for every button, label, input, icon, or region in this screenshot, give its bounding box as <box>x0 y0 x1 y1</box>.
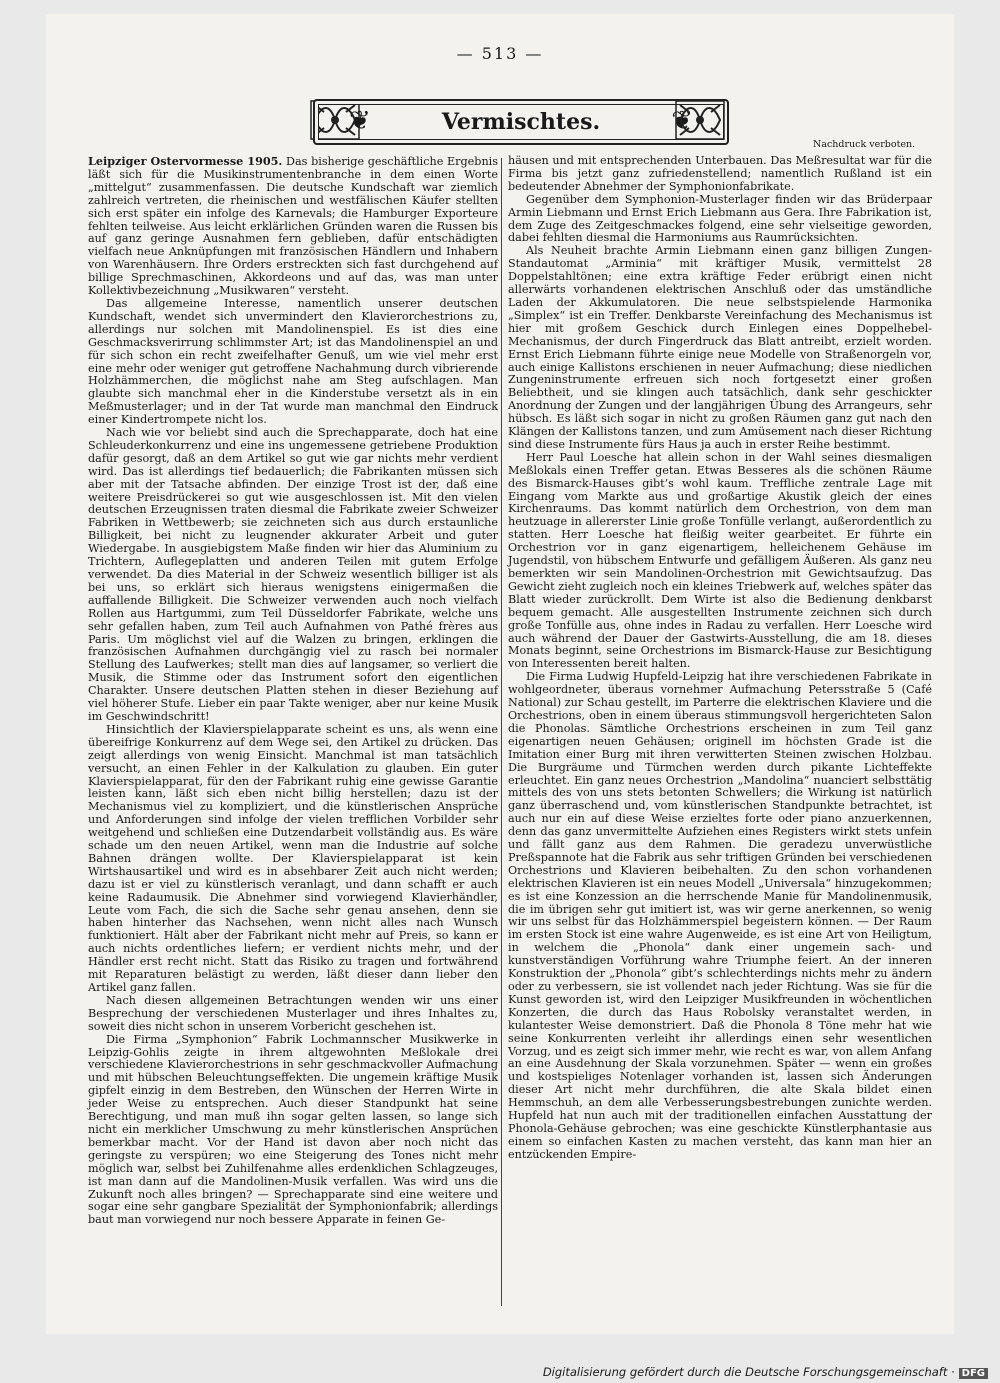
dfg-logo: DFG <box>959 1368 988 1379</box>
paragraph: Herr Paul Loesche hat allein schon in der Wahl seines diesmaligen Meßlokals einen Treffer getan. Etwas Besseres als die schönen Räume des Bismarck-Hauses gibt’s wohl kaum. Treffliche zentrale Lage mit Eingang vom Markte aus und großartige Akustik gleich der eines Kirchenraums. Das kommt natürlich dem Orchestrion, von dem man heutzuage in allererster Linie große Tonfülle verlangt, außerordentlich zu statten. Herr Loesche hat fleißig weiter gearbeitet. Er führte ein Orchestrion vor in ganz eigenartigem, helleichenem Gehäuse im Jugendstil, von hübschem Entwurfe und gefälligem Äußeren. Als ganz neu bemerkten wir sein Mandolinen-Orchestrion mit Gewichtsaufzug. Das Gewicht zieht zugleich noch ein kleines Triebwerk auf, welches später das Blatt wieder zurückrollt. Dem Wirte ist also die Bedienung denkbarst bequem gemacht. Alle ausgestellten Instrumente zeichnen sich durch große Tonfülle aus, ohne indes in Radau zu verfallen. Herr Loesche wird auch während der Dauer der Gastwirts-Ausstellung, die am 18. dieses Monats beginnt, seine Orchestrions im Bismarck-Hause zur Besichtigung von Interessenten bereit halten. <box>508 450 932 671</box>
page-number: — 513 — <box>456 44 544 63</box>
right-column <box>508 155 932 1162</box>
paragraph: Die Firma „Symphonion“ Fabrik Lochmannscher Musikwerke in Leipzig-Gohlis zeigte in ihrem altgewohnten Meßlokale drei verschiedene Klavierorchestrions in sehr geschmackvoller Aufmachung und mit hübschen Beleuchtungseffekten. Die ungemein kräftige Musik gipfelt einzig in dem Bestreben, den Wünschen der Herren Wirte in jeder Weise zu entsprechen. Auch dieser Standpunkt hat seine Berechtigung, und man muß ihn sogar gelten lassen, so lange sich nicht ein merklicher Umschwung zu mehr künstlerischen Ansprüchen bemerkbar macht. Vor der Hand ist davon aber noch nicht das geringste zu verspüren; wo eine Steigerung des Tones nicht mehr möglich war, selbst bei Zuhilfenahme alles erdenklichen Schlagzeuges, ist man dann auf die Mandolinen-Musik verfallen. Was wird uns die Zukunft noch alles bringen? — Sprechapparate sind eine weitere und sogar eine sehr gangbare Spezialität der Symphonionfabrik; allerdings baut man vorwiegend nur noch bessere Apparate in feinen Ge- <box>88 1032 498 1227</box>
paragraph: Nach wie vor beliebt sind auch die Sprechapparate, doch hat eine Schleuderkonkurrenz und eine ins ungemessene getriebene Produktion dafür gesorgt, daß an dem Artikel so gut wie gar nichts mehr verdient wird. Das ist allerdings tief bedauerlich; die Fabrikanten müssen sich aber mit der Tatsache abfinden. Der einzige Trost ist der, daß eine weitere Preisdrückerei so gut wie ausgeschlossen ist. Mit den vielen deutschen Erzeugnissen traten diesmal die Fabrikate zweier Schweizer Fabriken in Wettbewerb; sie zeichneten sich aus durch erstaunliche Billigkeit, bei nicht zu leugnender akkurater Arbeit und guter Wiedergabe. In ausgiebigstem Maße finden wir hier das Aluminium zu Trichtern, Auflegeplatten und anderen Teilen mit gutem Erfolge verwendet. Da dies Material in der Schweiz wesentlich billiger ist als bei uns, so erklärt sich hieraus wenigstens einigermaßen die auffallende Billigkeit. Die Schweizer verwenden auch noch vielfach Rollen aus Hartgummi, zum Teil Düsseldorfer Fabrikate, welche uns sehr gefallen haben, zum Teil auch Aufnahmen von Pathé frères aus Paris. Um möglichst viel auf die Walzen zu bringen, erklingen die französischen Aufnahmen durchgängig viel zu rasch bei normaler Stellung des Laufwerkes; stellt man dies auf langsamer, so verliert die Musik, die Stimme oder das Instrument sofort den eigentlichen Charakter. Unsere deutschen Platten stehen in dieser Beziehung auf viel höherer Stufe. Lieber ein paar Takte weniger, aber nur keine Musik im Geschwindschritt! <box>88 426 498 723</box>
paragraph: Gegenüber dem Symphonion-Musterlager finden wir das Brüderpaar Armin Liebmann und Ernst Erich Liebmann aus Gera. Ihre Fabrikation ist, dem Zuge des Zeitgeschmackes folgend, eine sehr vielseitige geworden, dabei fehlten diesmal die Harmoniums aus Raumrücksichten. <box>508 192 932 245</box>
section-title: Vermischtes. <box>441 109 601 135</box>
paragraph: Das allgemeine Interesse, namentlich unserer deutschen Kundschaft, wendet sich unvermindert den Klavierorchestrions zu, allerdings nur solchen mit Mandolinenspiel. Es ist dies eine Geschmacksverirrung schlimmster Art; ist das Mandolinenspiel an und für sich schon ein recht zweifelhafter Genuß, um wie viel mehr erst eine mehr oder weniger gut getroffene Nachahmung durch vibrierende Holzhämmerchen, die möglichst nahe am Steg aufschlagen. Man glaubte sich manchmal eher in die Kinderstube versetzt als in ein Meßmusterlager; und in der Tat wurde man manchmal den Eindruck einer Kindertrompete nicht los. <box>88 296 498 427</box>
scroll-left-icon: ❦ <box>349 106 371 136</box>
paragraph: Leipziger Ostervormesse 1905. Das bisherige geschäftliche Ergebnis läßt sich für die Musikinstrumentenbranche in dem einen Worte „mittelgut“ zusammenfassen. Die deutsche Kundschaft war ziemlich zahlreich vertreten, die rheinischen und westfälischen Käufer stellten sich erst später ein infolge des Karnevals; die Hamburger Exporteure fehlten teilweise. Aus leicht erklärlichen Gründen waren die Russen bis auf ganz geringe Ausnahmen fern geblieben, dafür entschädigten vielfach neue Anknüpfungen mit französischen Händlern und Inhabern von Warenhäusern. Ihre Orders erstreckten sich fast durchgehend auf billige Sprechmaschinen, Akkordeons und auf das, was man unter Kollektivbezeichnung „Musikwaren“ versteht. <box>88 154 498 298</box>
paragraph: Als Neuheit brachte Armin Liebmann einen ganz billigen Zungen-Standautomat „Arminia“ mit kräftiger Musik, vermittelst 28 Doppelstahltönen; eine extra kräftige Feder erübrigt einen nicht allerwärts vorhandenen elektrischen Anschluß oder das umständliche Laden der Akkumulatoren. Die neue selbstspielende Harmonika „Simplex“ ist ein Treffer. Denkbarste Vereinfachung des Mechanismus ist hier mit großem Geschick durch Einlegen eines Doppelhebel-Mechanismus, der durch Fingerdruck das Blatt antreibt, erzielt worden. Ernst Erich Liebmann führte einige neue Modelle von Straßenorgeln vor, auch einige Kallistons erschienen in neuer Aufmachung; diese niedlichen Zungeninstrumente erfreuen sich noch fortgesetzt einer großen Beliebtheit, und sie klingen auch tatsächlich, dank sehr geschickter Anordnung der Zungen und der langjährigen Übung des Arrangeurs, sehr hübsch. Es läßt sich sogar in nicht zu großen Räumen ganz gut nach den Klängen der Kallistons tanzen, und zum Amüsement nach dieser Richtung sind diese Instrumente fürs Haus ja auch in erster Reihe bestimmt. <box>508 244 932 451</box>
paragraph: Hinsichtlich der Klavierspielapparate scheint es uns, als wenn eine übereifrige Konkurrenz auf dem Wege sei, den Artikel zu drücken. Das zeigt allerdings von wenig Einsicht. Manchmal ist man tatsächlich versucht, an einen Fehler in der Kalkulation zu glauben. Ein guter Klavierspielapparat, für den der Fabrikant ruhig eine gewisse Garantie leisten kann, läßt sich eben nicht billig herstellen; dazu ist der Mechanismus viel zu kompliziert, und die künstlerischen Ansprüche und Anforderungen sind infolge der vielen trefflichen Vorbilder sehr weitgehend und schließen eine Dutzendarbeit vollständig aus. Es wäre schade um den neuen Artikel, wenn man die Industrie auf solche Bahnen drängen wollte. Der Klavierspielapparat ist kein Wirtshausartikel und wird es in absehbarer Zeit auch nicht werden; dazu ist er viel zu künstlerisch veranlagt, und dann schafft er auch keine Radaumusik. Die Abnehmer sind vorwiegend Klavierhändler, Leute vom Fach, die sich die Sache sehr genau ansehen, denn sie haben hinterher das Nachsehen, wenn nicht alles nach Wunsch funktioniert. Hält aber der Fabrikant nicht mehr auf Preis, so kann er auch nichts ordentliches liefern; er verdient nichts mehr, und der Händler erst recht nicht. Statt das Risiko zu tragen und fortwährend mit Reparaturen belästigt zu werden, läßt dieser dann lieber den Artikel ganz fallen. <box>88 722 498 994</box>
article-heading: Leipziger Ostervormesse 1905. <box>88 154 283 168</box>
paragraph: Die Firma Ludwig Hupfeld-Leipzig hat ihre verschiedenen Fabrikate in wohlgeordneter, überaus vornehmer Aufmachung Petersstraße 5 (Café National) zur Schau gestellt, im Parterre die elektrischen Klaviere und die Orchestrions, oben in einem überaus stimmungsvoll hergerichteten Salon die Phonolas. Sämtliche Orchestrions erscheinen in zum Teil ganz eigenartigen neuen Gehäusen; originell im höchsten Grade ist die Imitation einer Burg mit ihren verwitterten Steinen zwischen Holzbau. Die Burgräume und Türmchen werden durch pikante Lichteffekte erleuchtet. Ein ganz neues Orchestrion „Mandolina“ nuanciert selbsttätig mittels des von uns stets betonten Schwellers; die Wirkung ist natürlich ganz überraschend und, vom künstlerischen Standpunkte betrachtet, ist auch nur ein auf diese Weise erzieltes forte oder piano anzuerkennen, denn das ganz unvermittelte Aufziehen eines Registers wirkt stets unfein und fällt ganz aus dem Rahmen. Die geradezu unverwüstliche Preßspannote hat die Fabrik aus sehr triftigen Gründen bei verschiedenen Orchestrions und Klavieren beibehalten. Zu den schon vorhandenen elektrischen Klavieren ist ein neues Modell „Universala“ hinzugekommen; es ist eine Konzession an die herrschende Manie für Mandolinenmusik, die im übrigen sehr gut imitiert ist, was wir gerne anerkennen, so wenig wir uns selbst für das Holzhämmerspiel begeistern können. — Der Raum im ersten Stock ist eine wahre Augenweide, es ist eine Art von Heiligtum, in welchem die „Phonola“ dank einer ungemein sach- und kunstverständigen Vorführung wahre Triumphe feiert. An der inneren Konstruktion der „Phonola“ gibt’s schlechterdings nichts mehr zu ändern oder zu verbessern, sie ist vollendet nach jeder Richtung. Was sie für die Kunst geworden ist, wird den Leipziger Musikfreunden in wöchentlichen Konzerten, die durch das Haus Robolsky veranstaltet werden, in kulantester Weise demonstriert. Daß die Phonola 8 Töne mehr hat wie seine Konkurrenten verleiht ihr allerdings einen sehr wesentlichen Vorzug, und es zeigt sich immer mehr, wie recht es war, von allem Anfang an eine Ausdehnung der Skala vorzunehmen. Später — wenn ein großes und kostspieliges Notenlager vorhanden ist, lassen sich Änderungen dieser Art nicht mehr durchführen, die alte Skala bildet einen Hemmschuh, an dem alle Verbesserungsbestrebungen zunichte werden. Hupfeld hat nun auch mit der traditionellen einfachen Ausstattung der Phonola-Gehäuse gebrochen; was eine geschickte Künstlerphantasie aus einem so einfachen Kasten zu machen versteht, das kann man hier an entzückenden Empire- <box>508 670 932 1161</box>
ornament-right-icon <box>675 100 725 140</box>
footer-text: Digitalisierung gefördert durch die Deutsche Forschungsgemeinschaft · <box>542 1365 955 1379</box>
reprint-note: Nachdruck verboten. <box>813 139 916 150</box>
scroll-right-icon: ❦ <box>671 106 693 136</box>
column-divider <box>501 158 502 1306</box>
paragraph: häusen und mit entsprechenden Unterbauen. Das Meßresultat war für die Firma bis jetzt ganz zufriedenstellend; namentlich Rußland ist ein bedeutender Abnehmer der Symphonionfabrikate. <box>508 154 932 193</box>
footer-credit <box>0 1365 1000 1379</box>
left-column <box>88 155 498 1227</box>
section-title-box <box>313 99 729 145</box>
paragraph: Nach diesen allgemeinen Betrachtungen wenden wir uns einer Besprechung der verschiedenen Musterlager und ihres Inhaltes zu, soweit dies nicht schon in unserem Vorbericht geschehen ist. <box>88 993 498 1033</box>
